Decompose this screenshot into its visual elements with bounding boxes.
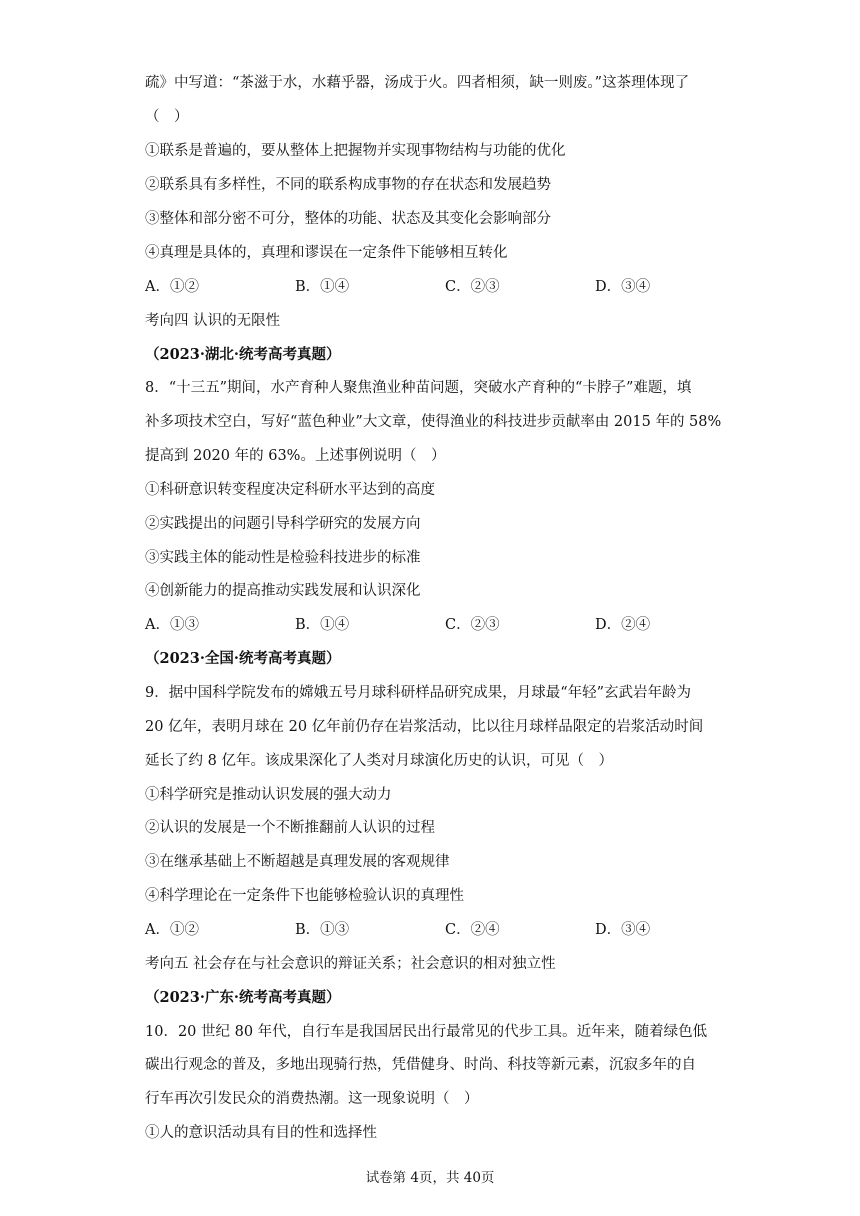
option-q7-c: C．②③ xyxy=(445,279,500,295)
line-src-9: （2023·全国·统考高考真题） xyxy=(145,650,341,667)
option-q8-a: A．①③ xyxy=(145,617,199,633)
line-q9-s1: ①科学研究是推动认识发展的强大动力 xyxy=(145,787,392,803)
option-q9-d: D．③④ xyxy=(595,922,651,938)
line-q8-stem-1: 8．“十三五”期间，水产育种人聚焦渔业种苗问题，突破水产育种的“卡脖子”难题，填 xyxy=(145,380,692,396)
line-q7-s2: ②联系具有多样性，不同的联系构成事物的存在状态和发展趋势 xyxy=(145,177,551,193)
line-src-8: （2023·湖北·统考高考真题） xyxy=(145,346,341,363)
option-q9-a: A．①② xyxy=(145,922,199,938)
line-q10-s1: ①人的意识活动具有目的性和选择性 xyxy=(145,1125,377,1141)
line-q10-stem-3: 行车再次引发民众的消费热潮。这一现象说明（ ） xyxy=(145,1091,479,1107)
line-q10-stem-1: 10．20 世纪 80 年代，自行车是我国居民出行最常见的代步工具。近年来，随着绿色低 xyxy=(145,1024,708,1040)
line-q9-s2: ②认识的发展是一个不断推翻前人认识的过程 xyxy=(145,820,435,836)
line-q9-stem-2: 20 亿年，表明月球在 20 亿年前仍存在岩浆活动，比以往月球样品限定的岩浆活动时间 xyxy=(145,719,704,735)
option-q7-d: D．③④ xyxy=(595,279,651,295)
line-q7-s3: ③整体和部分密不可分，整体的功能、状态及其变化会影响部分 xyxy=(145,211,551,227)
option-q7-a: A．①② xyxy=(145,279,199,295)
line-q8-stem-2: 补多项技术空白，写好“蓝色种业”大文章，使得渔业的科技进步贡献率由 2015 年的 58% xyxy=(145,414,722,430)
line-src-10: （2023·广东·统考高考真题） xyxy=(145,989,341,1006)
line-section-5: 考向五 社会存在与社会意识的辩证关系；社会意识的相对独立性 xyxy=(145,956,556,972)
line-q8-stem-3: 提高到 2020 年的 63%。上述事例说明（ ） xyxy=(145,448,446,464)
line-q9-stem-1: 9．据中国科学院发布的嫦娥五号月球科研样品研究成果，月球最“年轻”玄武岩年龄为 xyxy=(145,685,692,701)
option-q8-b: B．①④ xyxy=(295,617,350,633)
option-q9-c: C．②④ xyxy=(445,922,500,938)
line-q7-paren: （ ） xyxy=(145,109,189,125)
line-q9-s3: ③在继承基础上不断超越是真理发展的客观规律 xyxy=(145,854,450,870)
line-q7-s4: ④真理是具体的，真理和谬误在一定条件下能够相互转化 xyxy=(145,245,508,261)
line-q7-stem-2: 疏》中写道：“茶滋于水，水藉乎器，汤成于火。四者相须，缺一则废。”这茶理体现了 xyxy=(145,75,690,91)
line-q7-s1: ①联系是普遍的，要从整体上把握物并实现事物结构与功能的优化 xyxy=(145,143,566,159)
line-q8-s4: ④创新能力的提高推动实践发展和认识深化 xyxy=(145,583,421,599)
option-q8-d: D．②④ xyxy=(595,617,651,633)
option-q9-b: B．①③ xyxy=(295,922,350,938)
line-q8-s2: ②实践提出的问题引导科学研究的发展方向 xyxy=(145,516,421,532)
line-q8-s3: ③实践主体的能动性是检验科技进步的标准 xyxy=(145,550,421,566)
line-section-4: 考向四 认识的无限性 xyxy=(145,313,281,329)
line-q9-stem-3: 延长了约 8 亿年。该成果深化了人类对月球演化历史的认识，可见（ ） xyxy=(145,753,613,769)
option-q7-b: B．①④ xyxy=(295,279,350,295)
line-q10-stem-2: 碳出行观念的普及，多地出现骑行热，凭借健身、时尚、科技等新元素，沉寂多年的自 xyxy=(145,1057,696,1073)
option-q8-c: C．②③ xyxy=(445,617,500,633)
line-q8-s1: ①科研意识转变程度决定科研水平达到的高度 xyxy=(145,482,435,498)
line-q9-s4: ④科学理论在一定条件下也能够检验认识的真理性 xyxy=(145,888,464,904)
page-footer: 试卷第 4页，共 40页 xyxy=(365,1170,495,1186)
